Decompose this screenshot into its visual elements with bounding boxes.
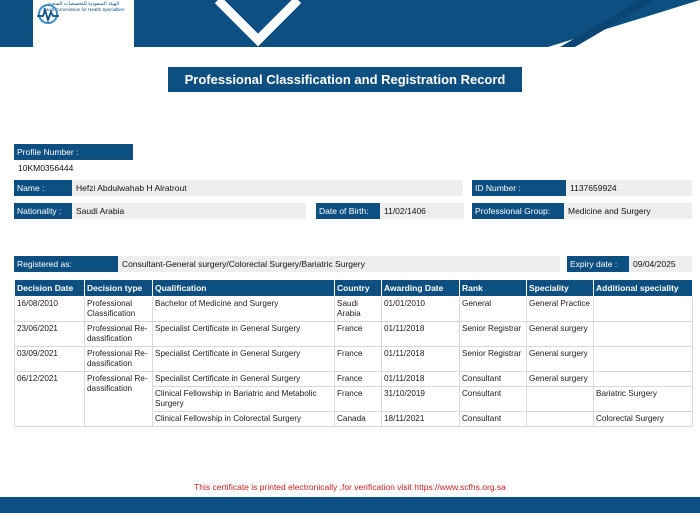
scfhs-logo-icon (33, 3, 63, 27)
table-header-row (15, 280, 693, 297)
cell-decision-date: 03/09/2021 (15, 347, 85, 372)
professional-group-label: Professional Group: (472, 203, 564, 219)
expiry-value: 09/04/2025 (629, 256, 692, 272)
header-country: Country (335, 280, 382, 297)
header-qualification: Qualification (153, 280, 335, 297)
cell-additional-speciality (594, 322, 693, 347)
cell-decision-type: Professional Re-dassification (85, 372, 153, 427)
cell-qualification: Specialist Certificate in General Surgery (153, 322, 335, 347)
id-number-value: 1137659924 (566, 180, 692, 196)
header-decision-date: Decision Date (15, 280, 85, 297)
cell-speciality: General Practice (527, 297, 594, 322)
cell-additional-speciality: Bariatric Surgery (594, 387, 693, 412)
registered-label: Registered as: (14, 256, 118, 272)
table-row (15, 322, 693, 347)
cell-country: France (335, 347, 382, 372)
cell-decision-type: Professional Re-dassification (85, 347, 153, 372)
header-additional-speciality: Additional speciality (594, 280, 693, 297)
cell-awarding-date: 01/11/2018 (382, 372, 460, 387)
cell-decision-date: 06/12/2021 (15, 372, 85, 427)
cell-qualification: Bachelor of Medicine and Surgery (153, 297, 335, 322)
header-band (0, 0, 700, 47)
logo (33, 0, 134, 47)
cell-speciality (527, 412, 594, 427)
header-awarding-date: Awarding Date (382, 280, 460, 297)
cell-awarding-date: 18/11/2021 (382, 412, 460, 427)
cell-speciality (527, 387, 594, 412)
cell-qualification: Clinical Fellowship in Colorectal Surgery (153, 412, 335, 427)
header-decision-type: Decision type (85, 280, 153, 297)
cell-rank: Consultant (460, 387, 527, 412)
cell-awarding-date: 31/10/2019 (382, 387, 460, 412)
verification-note: This certificate is printed electronically ,for verification visit https://www.scfhs.org.sa (194, 482, 506, 492)
header-rank: Rank (460, 280, 527, 297)
cell-awarding-date: 01/11/2018 (382, 322, 460, 347)
cell-country: Canada (335, 412, 382, 427)
cell-rank: General (460, 297, 527, 322)
cell-country: France (335, 372, 382, 387)
cell-country: France (335, 322, 382, 347)
table-row (15, 372, 693, 387)
cell-rank: Consultant (460, 372, 527, 387)
cell-qualification: Clinical Fellowship in Bariatric and Metabolic Surgery (153, 387, 335, 412)
cell-additional-speciality (594, 372, 693, 387)
registered-value: Consultant-General surgery/Colorectal Surgery/Bariatric Surgery (118, 256, 560, 272)
cell-speciality: General surgery (527, 347, 594, 372)
table-row (15, 347, 693, 372)
cell-awarding-date: 01/11/2018 (382, 347, 460, 372)
cell-decision-date: 16/08/2010 (15, 297, 85, 322)
cell-qualification: Specialist Certificate in General Surgery (153, 347, 335, 372)
cell-additional-speciality (594, 297, 693, 322)
dob-label: Date of Birth: (316, 203, 380, 219)
cell-rank: Senior Registrar (460, 322, 527, 347)
profile-number-label: Profile Number : (14, 144, 133, 160)
cell-speciality: General surgery (527, 322, 594, 347)
cell-awarding-date: 01/01/2010 (382, 297, 460, 322)
cell-decision-type: Professional Re-dassification (85, 322, 153, 347)
name-label: Name : (14, 180, 72, 196)
name-value: Hefzi Abdulwahab H Alratrout (72, 180, 463, 196)
cell-qualification: Specialist Certificate in General Surgery (153, 372, 335, 387)
logo-english-text: Saudi Commission for Health Specialties (42, 7, 125, 12)
id-number-label: ID Number : (472, 180, 566, 196)
professional-group-value: Medicine and Surgery (564, 203, 692, 219)
cell-speciality: General surgery (527, 372, 594, 387)
table-row (15, 297, 693, 322)
cell-country: Saudi Arabia (335, 297, 382, 322)
cell-additional-speciality (594, 347, 693, 372)
logo-arabic-text: الهيئة السعودية للتخصصات الصحية (47, 1, 120, 7)
footer-band (0, 497, 700, 513)
qualifications-table (14, 279, 693, 427)
page-title: Professional Classification and Registration Record (168, 67, 522, 92)
nationality-label: Nationality : (14, 203, 72, 219)
expiry-label: Expiry date : (567, 256, 629, 272)
cell-additional-speciality: Colorectal Surgery (594, 412, 693, 427)
nationality-value: Saudi Arabia (72, 203, 306, 219)
cell-rank: Senior Registrar (460, 347, 527, 372)
cell-decision-type: Professional Classification (85, 297, 153, 322)
cell-decision-date: 23/06/2021 (15, 322, 85, 347)
dob-value: 11/02/1406 (380, 203, 464, 219)
header-speciality: Speciality (527, 280, 594, 297)
cell-rank: Consultant (460, 412, 527, 427)
cell-country: France (335, 387, 382, 412)
profile-number-value: 10KM0356444 (14, 160, 133, 176)
